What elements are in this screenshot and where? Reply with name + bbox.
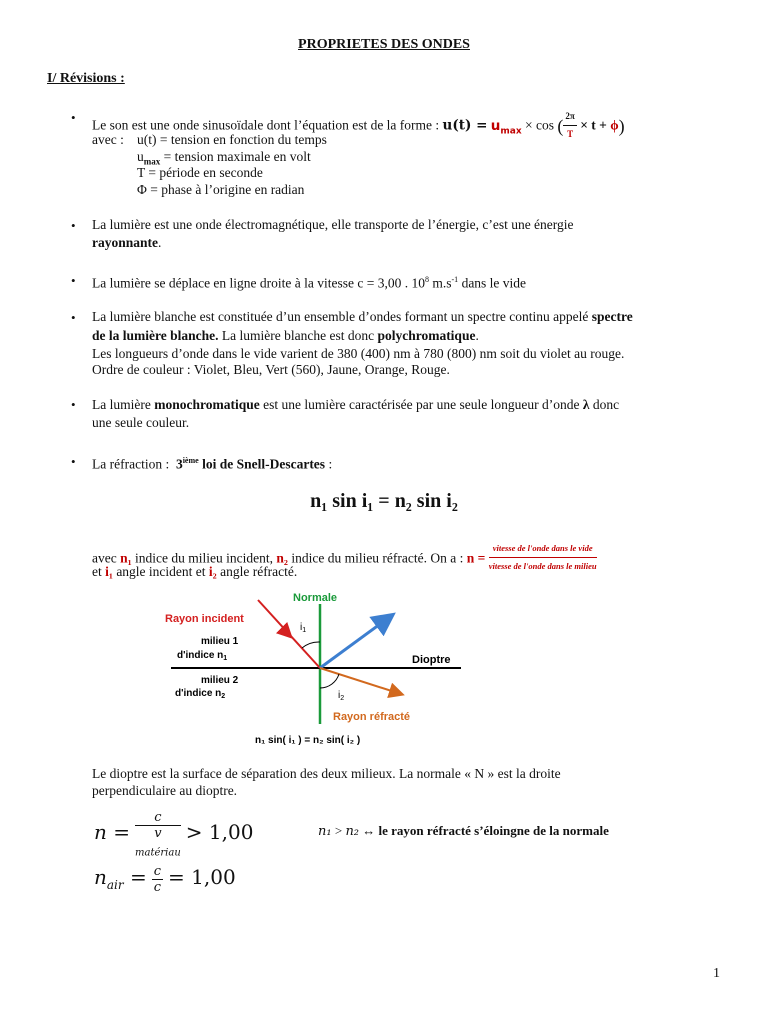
bullet-2-text-2: rayonnante. [92, 235, 162, 250]
label-milieu2-indice: d'indice $n_2$ [175, 688, 226, 700]
bullet-5-text: La lumière monochromatique est une lumière caractérisée par une seule longueur d’onde λ donc [92, 397, 620, 412]
avec-line-2: et i₁ angle incident et i₂ angle réfracté. [92, 564, 298, 579]
def-period: T = période en seconde [137, 165, 263, 180]
bullet-2: • [71, 218, 76, 233]
label-dioptre: Dioptre [412, 654, 451, 666]
avec-line: avec n₁ indice du milieu incident, n₂ indice du milieu réfracté. On a : n = $\frac{\text{vitesse de l'onde dans le vide}}{\text{vitesse de l'onde dans le milieu}}$ [92, 542, 597, 577]
def-umax: $u_{max}$ = tension maximale en volt [137, 149, 311, 167]
formula-nair: $n_{air}$ = $\frac{c}{c}$ = 1,00 [94, 864, 236, 895]
bullet-1-text: Le son est une onde sinusoïdale dont l’équation est de la forme : $u(t) = u_{max} \times \cos$ ( $\frac{2\pi}{T}$ × t + ϕ) [92, 109, 625, 144]
label-i2: $i_2$ [338, 690, 345, 702]
eq-fraction: $\frac{2\pi}{T}$ [563, 108, 576, 143]
incident-arrow [288, 634, 290, 636]
formula-nair-fraction: $\frac{c}{c}$ [153, 864, 162, 895]
bullet-2-text: La lumière est une onde électromagnétique, elle transporte de l’énergie, c’est une énergie [92, 217, 574, 232]
section-heading: I/ Révisions : [47, 71, 125, 86]
page-number: 1 [713, 966, 720, 981]
def-phase: Φ = phase à l’origine en radian [137, 182, 305, 197]
refraction-diagram [163, 586, 467, 752]
label-normale: Normale [293, 592, 338, 604]
bullet-4-text-3: Les longueurs d’onde dans le vide varient de 380 (400) nm à 780 (800) nm soit du violet au rouge. [92, 346, 625, 361]
bullet-5-text-2: une seule couleur. [92, 415, 190, 430]
comparison-line: n₁ > n₂ ↔ le rayon réfracté s’éloingne de la normale [318, 823, 609, 839]
formula-n-fraction: c v $_{matériau}$ [135, 810, 181, 859]
label-rayon-refracte: Rayon réfracté [333, 711, 411, 723]
label-i1: $i_1$ [300, 622, 307, 634]
label-milieu1: milieu 1 [201, 636, 239, 647]
label-milieu1-indice: d'indice $n_1$ [177, 650, 228, 662]
n-definition-fraction: $\frac{\text{vitesse de l'onde dans le vide}}{\text{vitesse de l'onde dans le milieu}}$ [489, 540, 597, 575]
snell-equation: n₁ sin i₁ = n₂ sin i₂ [310, 490, 458, 512]
bullet-3-text: La lumière se déplace en ligne droite à la vitesse c = 3,00 . $10^8$ $m.s^{-1}$ dans le vide [92, 275, 527, 291]
bullet-5: • [71, 397, 76, 412]
avec-label: avec : [92, 132, 124, 147]
label-rayon-incident: Rayon incident [165, 613, 244, 625]
bullet-6-text: La réfraction : 3ième loi de Snell-Descartes : [92, 456, 333, 472]
bullet-4-text-2: de la lumière blanche. La lumière blanche est donc polychromatique. [92, 328, 479, 343]
dioptre-text-2: perpendiculaire au dioptre. [92, 783, 238, 798]
bullet-3: • [71, 273, 76, 288]
diagram-formula: n₁ sin( i₁ ) = n₂ sin( i₂ ) [255, 735, 361, 746]
label-milieu2: milieu 2 [201, 675, 239, 686]
page-title: PROPRIETES DES ONDES [298, 37, 470, 52]
dioptre-text: Le dioptre est la surface de séparation des deux milieux. La normale « N » est la droite [92, 766, 561, 781]
def-ut: u(t) = tension en fonction du temps [137, 132, 327, 147]
bullet-4-text: La lumière blanche est constituée d’un ensemble d’ondes formant un spectre continu appelé spectre [92, 309, 633, 324]
bullet-6: • [71, 454, 76, 469]
bullet-4: • [71, 310, 76, 325]
umax-symbol: $u_{max}$ [490, 117, 522, 137]
bullet-4-text-4: Ordre de couleur : Violet, Bleu, Vert (560), Jaune, Orange, Rouge. [92, 362, 450, 377]
bullet-1: • [71, 110, 76, 125]
formula-n: n = c v $_{matériau}$ > 1,00 [94, 810, 254, 859]
